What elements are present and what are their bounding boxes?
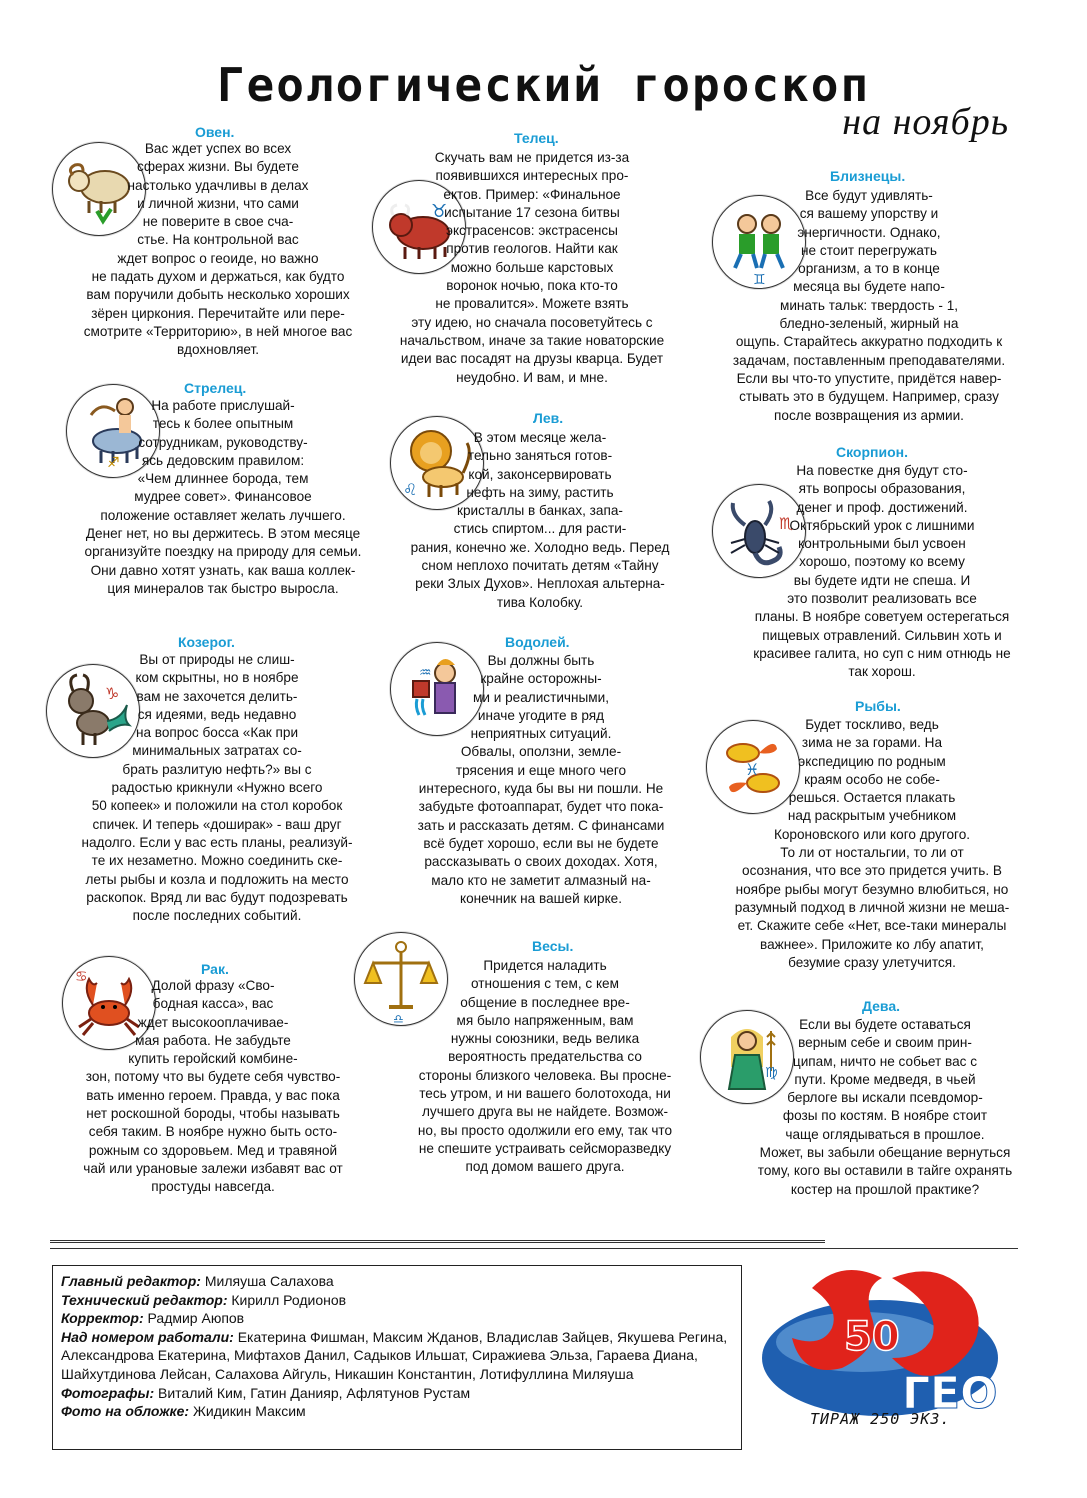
sign-name-pisces: Рыбы. <box>855 698 901 714</box>
footer-rule-double <box>50 1240 825 1246</box>
svg-text:♒: ♒ <box>419 665 432 681</box>
sign-name-scorpio: Скорпион. <box>836 444 908 460</box>
svg-text:♌: ♌ <box>403 480 418 499</box>
chief-editor: Миляуша Салахова <box>204 1273 334 1289</box>
svg-text:♑: ♑ <box>105 684 120 703</box>
sign-text-cancer: Долой фразу «Сво- бодная касса», вас ждет высокооплачивае- мая работа. Не забудьте купить геройский комбине- зон, потому что вы будете себя чувство- вать именно героем. Правда, у вас пока нет роскошной бороды, чтобы называть себя таким. В ноябре нужно быть осто- рожным со здоровьем. Мед и травяной чай или урановые залежи избавят вас от простуды навсегда. <box>83 978 343 1195</box>
sign-text-sagittarius: На работе прислушай- тесь к более опытным сотрудникам, руководству- ясь дедовским правилом: «Чем длиннее борода, тем мудрее совет». Финансовое положение оставляет желать лучшего. Денег нет, но вы держитесь. В этом месяце организуйте поездку на природу для семьи. Они давно хотят узнать, как ваша коллек- ция минералов так быстро выросла. <box>84 398 362 596</box>
footer-rule <box>50 1248 1018 1249</box>
svg-text:♎: ♎ <box>393 1012 404 1025</box>
logo-number: 50 <box>844 1314 900 1360</box>
svg-text:♉: ♉ <box>431 201 448 222</box>
sign-text-virgo: Если вы будете оставаться верным себе и своим прин- ципам, ничто не собьет вас с пути. Кроме медведя, в чьей берлоге вы искали псевдомор- фозы по костям. В ноябре стоит чаще оглядываться в прошлое. Может, вы забыли обещание вернуться тому, кого вы оставили в тайге охранять костер на прошлой практике? <box>757 1017 1013 1197</box>
sign-text-libra: Придется наладить отношения с тем, с кем общение в последнее вре- мя было напряженным, вам нужны союзники, ведь велика вероятность предательства со стороны близкого человека. Вы просне- тесь утром, и ни вашего болотохода, ни лучшего друга вы не найдете. Возмож- но, вы просто одолжили его ему, так что не спешите устраивать сейсморазведку под домом вашего друга. <box>417 958 673 1175</box>
svg-text:♏: ♏ <box>779 514 794 533</box>
page-subtitle: на ноябрь <box>842 101 1009 143</box>
chief-editor-label: Главный редактор: <box>61 1273 201 1289</box>
sign-name-libra: Весы. <box>532 938 574 954</box>
sign-name-taurus: Телец. <box>514 130 559 146</box>
tech-editor-label: Технический редактор: <box>61 1291 228 1308</box>
sign-name-capricorn: Козерог. <box>178 634 235 650</box>
geo-50-logo <box>752 1258 1002 1428</box>
logo-text: ГЕО <box>902 1368 998 1419</box>
sign-text-capricorn: Вы от природы не слиш- ком скрытны, но в ноябре вам не захочется делить- ся идеями, ведь недавно на вопрос босса «Как при минимальных затратах со- брать разлитую нефть?» вы с радостью крикнули «Нужно всего 50 копеек» и положили на стол коробок спичек. И теперь «доширак» - ваш друг надолго. Если у вас есть планы, реализуй- те их незаметно. Можно соединить ске- леты рыбы и козла и подложить на место раскопок. Вряд ли вас будут подозревать после последних событий. <box>81 652 353 924</box>
sign-name-leo: Лев. <box>533 410 564 426</box>
sign-text-pisces: Будет тоскливо, ведь зима не за горами. На экспедицию по родным краям особо не собе- решься. Остается плакать над раскрытым учебником Короновского или кого другого. То ли от ностальгии, то ли от осознания, что все это придется учить. В ноябре рыбы могут безумно влюбиться, но разумный подход в личной жизни не меша- ет. Скажите себе «Нет, все-таки минералы важнее». Приложите ко лбу апатит, безумие сразу улетучится. <box>734 717 1010 970</box>
sign-text-gemini: Все будут удивлять- ся вашему упорству и энергичности. Однако, не стоит перегружать организм, а то в конце месяца вы будете напо- минать тальк: твердость - 1, бледно-зеленый, жирный на ощупь. Старайтесь аккуратно подходить к задачам, поставленным преподавателями. Если вы что-то упустите, придётся навер- стывать это в будущем. Например, сразу после возвращения из армии. <box>732 188 1006 423</box>
sign-name-aquarius: Водолей. <box>505 634 570 650</box>
sign-name-gemini: Близнецы. <box>830 168 906 184</box>
corrector-label: Корректор: <box>61 1310 144 1327</box>
sign-text-aries: Вас ждет успех во всех сферах жизни. Вы будете настолько удачливы в делах и личной жизни, что сами не поверите в свое сча- стье. На контрольной вас ждет вопрос о геоиде, но важно не падать духом и держаться, как будто вам поручили добыть несколько хороших зёрен циркония. Перечитайте или пере- смотрите «Территорию», в ней многое вас вдохновляет. <box>83 141 353 358</box>
svg-text:♓: ♓ <box>745 760 760 779</box>
sign-name-aries: Овен. <box>195 124 235 140</box>
sign-text-taurus: Скучать вам не придется из-за появившихся интересных про- ектов. Пример: «Финальное испытание 17 сезона битвы экстрасенсов: экстрасенсы против геологов. Найти как можно больше карстовых воронок ночью, пока кто-то не провалится». Можете взять эту идею, но сначала посоветуйтесь с начальством, иначе за такие новаторские идеи вас посадят на друзы кварца. Будет неудобно. И вам, и мне. <box>399 150 665 385</box>
sign-name-cancer: Рак. <box>201 961 229 977</box>
svg-text:♋: ♋ <box>75 969 88 985</box>
sign-text-scorpio: На повестке дня будут сто- ять вопросы образования, денег и проф. достижений. Октябрьский урок с лишними контрольными был усвоен хорошо, поэтому ко всему вы будете идти не спеша. И это позволит реализовать все планы. В ноябре советуем остерегаться пищевых отравлений. Сильвин хоть и красивее галита, но суп с ним отнюдь не так хорош. <box>753 463 1011 680</box>
circulation: ТИРАЖ 250 ЭКЗ. <box>810 1410 951 1428</box>
credits-box <box>52 1265 742 1450</box>
cover-photo: Жидикин Максим <box>193 1403 306 1420</box>
sign-text-leo: В этом месяце жела- тельно заняться готов- кой, законсервировать нефть на зиму, растить кристаллы в банках, запа- стись спиртом... для расти- рания, конечно же. Холодно ведь. Перед сном неплохо почитать детям «Тайну реки Злых Духов». Неплохая альтерна- тива Колобку. <box>410 430 670 610</box>
team: Екатерина Фишман, Максим Жданов, Владислав Зайцев, Якушева Регина, Александрова Екатерина, Мифтахов Данил, Садыков Ильшат, Сиражиева Эльза, Гараева Диана, Шайхутдинова Лейсан, Салахова Айгуль, Никашин Константин, Лотифуллина Миляуша <box>61 1328 728 1382</box>
corrector: Радмир Аюпов <box>147 1310 245 1327</box>
svg-text:♐: ♐ <box>107 455 120 471</box>
svg-text:♊: ♊ <box>753 272 766 288</box>
photographers-label: Фотографы: <box>61 1384 155 1401</box>
sign-name-sagittarius: Стрелец. <box>184 380 247 396</box>
sign-name-virgo: Дева. <box>862 998 901 1014</box>
sign-text-aquarius: Вы должны быть крайне осторожны- ми и реалистичными, иначе угодите в ряд неприятных ситуаций. Обвалы, оползни, земле- трясения и еще много чего интересного, куда бы вы ни пошли. Не забудьте фотоаппарат, будет что пока- зать и рассказать детям. С финансами всё будет хорошо, если вы не будете рассказывать о своих доходах. Хотя, мало кто не заметит алмазный на- конечник на вашей кирке. <box>417 653 665 906</box>
team-label: Над номером работали: <box>61 1328 234 1345</box>
svg-text:♍: ♍ <box>765 1065 778 1081</box>
page-title: Геологический гороскоп <box>216 58 871 112</box>
tech-editor: Кирилл Родионов <box>231 1291 347 1308</box>
cover-photo-label: Фото на обложке: <box>61 1403 190 1420</box>
photographers: Виталий Ким, Гатин Данияр, Афлятунов Рустам <box>158 1384 471 1401</box>
